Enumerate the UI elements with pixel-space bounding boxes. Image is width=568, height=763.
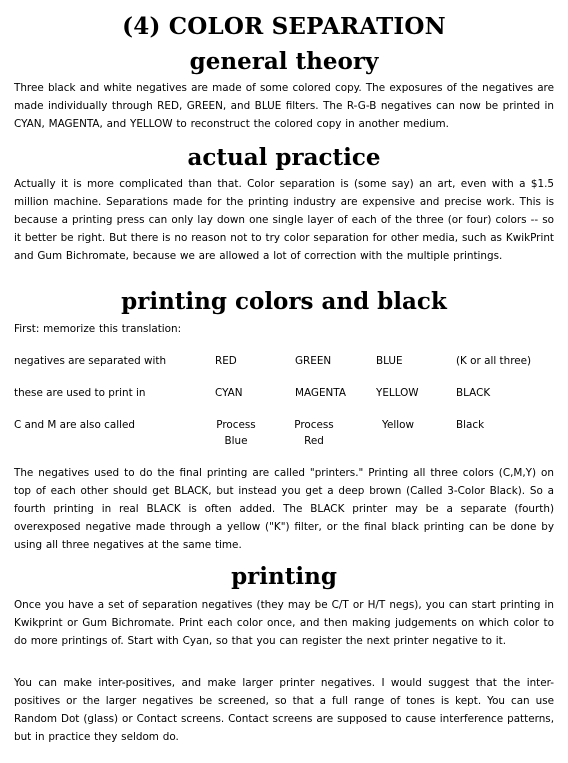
paragraph-printers: The negatives used to do the final printing are called "printers." Printing all three colors (C,M,Y) on top of each other should get BLACK, but instead you get a deep brown (Called 3-Color Black). So a fourth printing in real BLACK is often added. The BLACK printer may be a separate (fourth) overexposed negative made through a yellow ("K") filter, or the final black printing can be done by using all three negatives at the same time. bbox=[14, 467, 554, 551]
cell-magenta: MAGENTA bbox=[295, 387, 346, 399]
paragraph-printing-2: You can make inter-positives, and make larger printer negatives. I would suggest that the inter-positives or the larger negatives be screened, so that a full range of tones is kept. You can use Random Dot (glass) or Contact screens. Contact screens are supposed to cause interference patterns, but in practice they seldom do. bbox=[14, 677, 554, 743]
cell-yellow-name: Yellow bbox=[382, 419, 414, 431]
cell-black-name: Black bbox=[456, 419, 485, 431]
cell-process-blue: Process Blue bbox=[216, 419, 256, 447]
cell-process-red: Process Red bbox=[294, 419, 334, 447]
cell-green: GREEN bbox=[295, 355, 332, 367]
page-title: (4) COLOR SEPARATION bbox=[122, 13, 446, 40]
paragraph-general-theory: Three black and white negatives are made of some colored copy. The exposures of the negatives are made individually through RED, GREEN, and BLUE filters. The R-G-B negatives can now be printed in CYAN, MAGENTA, and YELLOW to reconstruct the colored copy in another medium. bbox=[14, 82, 554, 130]
heading-general-theory: general theory bbox=[189, 48, 379, 75]
row-label: these are used to print in bbox=[14, 387, 146, 399]
translation-intro: First: memorize this translation: bbox=[14, 323, 182, 335]
cell-red: RED bbox=[215, 355, 237, 367]
row-label: negatives are separated with bbox=[14, 355, 167, 367]
paragraph-actual-practice: Actually it is more complicated than that. Color separation is (some say) an art, even with a $1.5 million machine. Separations made for the printing industry are expensive and precise work. This is because a printing press can only lay down one single layer of each of the three (or four) colors -- so it better be right. But there is no reason not to try color separation for other media, such as KwikPrint and Gum Bichromate, because we are allowed a lot of correction with the multiple printings. bbox=[14, 178, 554, 262]
translation-row-negatives bbox=[0, 353, 568, 387]
cell-cyan: CYAN bbox=[215, 387, 243, 399]
heading-printing-colors: printing colors and black bbox=[121, 288, 447, 315]
paragraph-printing-1: Once you have a set of separation negatives (they may be C/T or H/T negs), you can start printing in Kwikprint or Gum Bichromate. Print each color once, and then making judgements on which color to do more printings of. Start with Cyan, so that you can register the next printer negative to it. bbox=[14, 599, 554, 647]
row-label: C and M are also called bbox=[14, 419, 135, 431]
cell-yellow: YELLOW bbox=[376, 387, 419, 399]
heading-actual-practice: actual practice bbox=[187, 144, 381, 171]
translation-row-names bbox=[0, 417, 568, 451]
cell-k: (K or all three) bbox=[456, 355, 532, 367]
translation-row-print bbox=[0, 385, 568, 419]
cell-blue: BLUE bbox=[376, 355, 403, 367]
cell-black: BLACK bbox=[456, 387, 491, 399]
heading-printing: printing bbox=[231, 563, 337, 590]
